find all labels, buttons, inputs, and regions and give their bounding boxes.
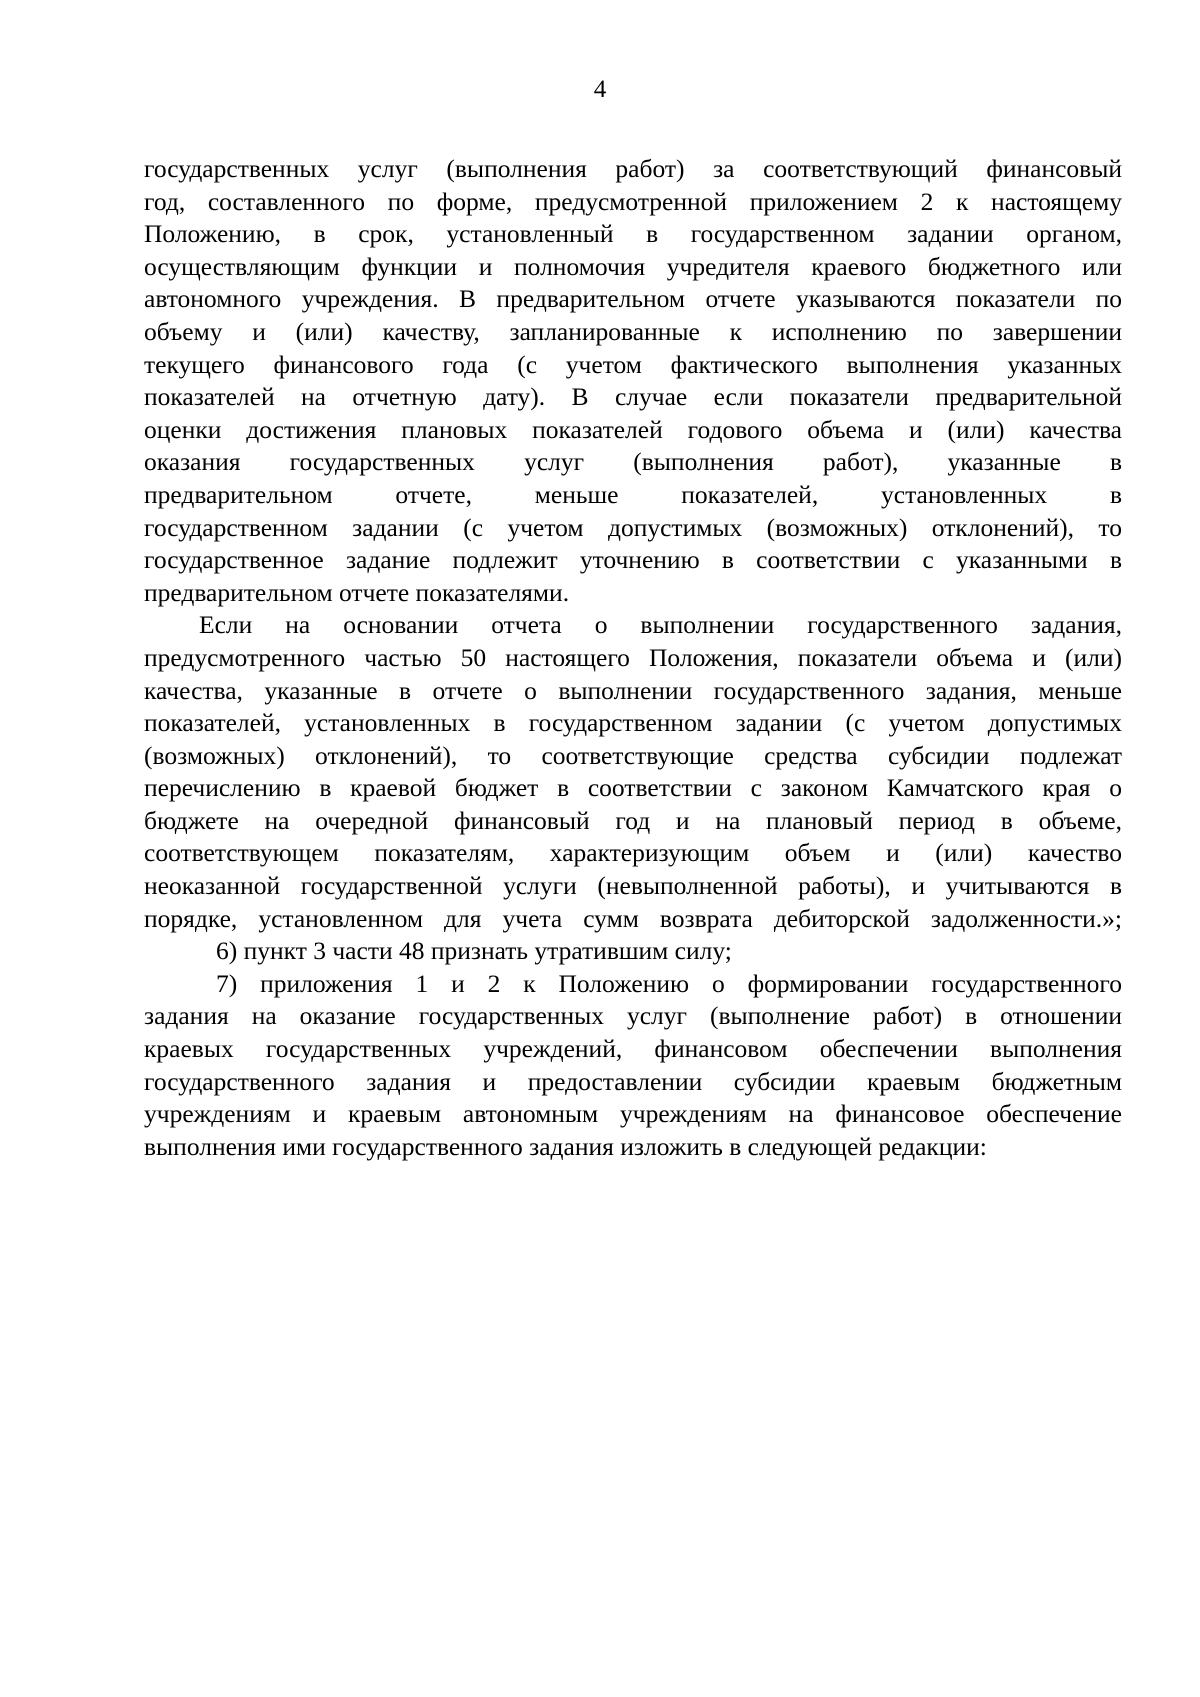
text-line: предусмотренного частью 50 настоящего Положения, показатели объема и (или) [144,642,1122,672]
text-line: показателей на отчетную дату). В случае если показатели предварительной [144,382,1122,412]
text-line: государственного задания и предоставлении субсидии краевым бюджетным [144,1066,1122,1096]
text-line: осуществляющим функции и полномочия учредителя краевого бюджетного или [144,251,1122,281]
text-line: порядке, установленном для учета сумм возврата дебиторской задолженности.»; [144,903,1122,933]
text-line: оказания государственных услуг (выполнения работ), указанные в [144,447,1122,477]
text-line: соответствующем показателям, характеризующим объем и (или) качество [144,838,1122,868]
text-line: бюджете на очередной финансовый год и на плановый период в объеме, [144,805,1122,835]
paragraph [144,609,1122,935]
text-line: Если на основании отчета о выполнении государственного задания, [199,610,1122,640]
text-line: задания на оказание государственных услуг (выполнение работ) в отношении [144,1001,1122,1031]
paragraph [144,935,1122,968]
text-line: текущего финансового года (с учетом фактического выполнения указанных [144,349,1122,379]
text-line: выполнения ими государственного задания изложить в следующей редакции: [144,1131,987,1161]
text-line: предварительном отчете показателями. [144,577,570,607]
text-line: 7) приложения 1 и 2 к Положению о формировании государственного [216,968,1122,998]
text-line: неоказанной государственной услуги (невыполненной работы), и учитываются в [144,871,1122,901]
text-line: показателей, установленных в государственном задании (с учетом допустимых [144,708,1122,738]
text-line: предварительном отчете, меньше показателей, установленных в [144,479,1122,509]
text-line: объему и (или) качеству, запланированные к исполнению по завершении [144,316,1122,346]
paragraph [144,968,1122,1164]
text-line: год, составленного по форме, предусмотренной приложением 2 к настоящему [144,186,1122,216]
text-line: перечислению в краевой бюджет в соответствии с законом Камчатского края о [144,773,1122,803]
text-line: Положению, в срок, установленный в государственном задании органом, [144,219,1122,249]
paragraph [144,153,1122,609]
text-line: 6) пункт 3 части 48 признать утратившим силу; [216,936,732,966]
text-line: оценки достижения плановых показателей годового объема и (или) качества [144,414,1122,444]
text-line: государственном задании (с учетом допустимых (возможных) отклонений), то [144,512,1122,542]
text-line: автономного учреждения. В предварительном отчете указываются показатели по [144,284,1122,314]
text-line: краевых государственных учреждений, финансовом обеспечении выполнения [144,1034,1122,1064]
page-number: 4 [593,76,607,103]
document-body [144,153,1122,1163]
text-line: качества, указанные в отчете о выполнении государственного задания, меньше [144,675,1122,705]
text-line: (возможных) отклонений), то соответствующие средства субсидии подлежат [144,740,1122,770]
text-line: учреждениям и краевым автономным учреждениям на финансовое обеспечение [144,1099,1122,1129]
text-line: государственное задание подлежит уточнению в соответствии с указанными в [144,545,1122,575]
text-line: государственных услуг (выполнения работ) за соответствующий финансовый [144,154,1122,183]
